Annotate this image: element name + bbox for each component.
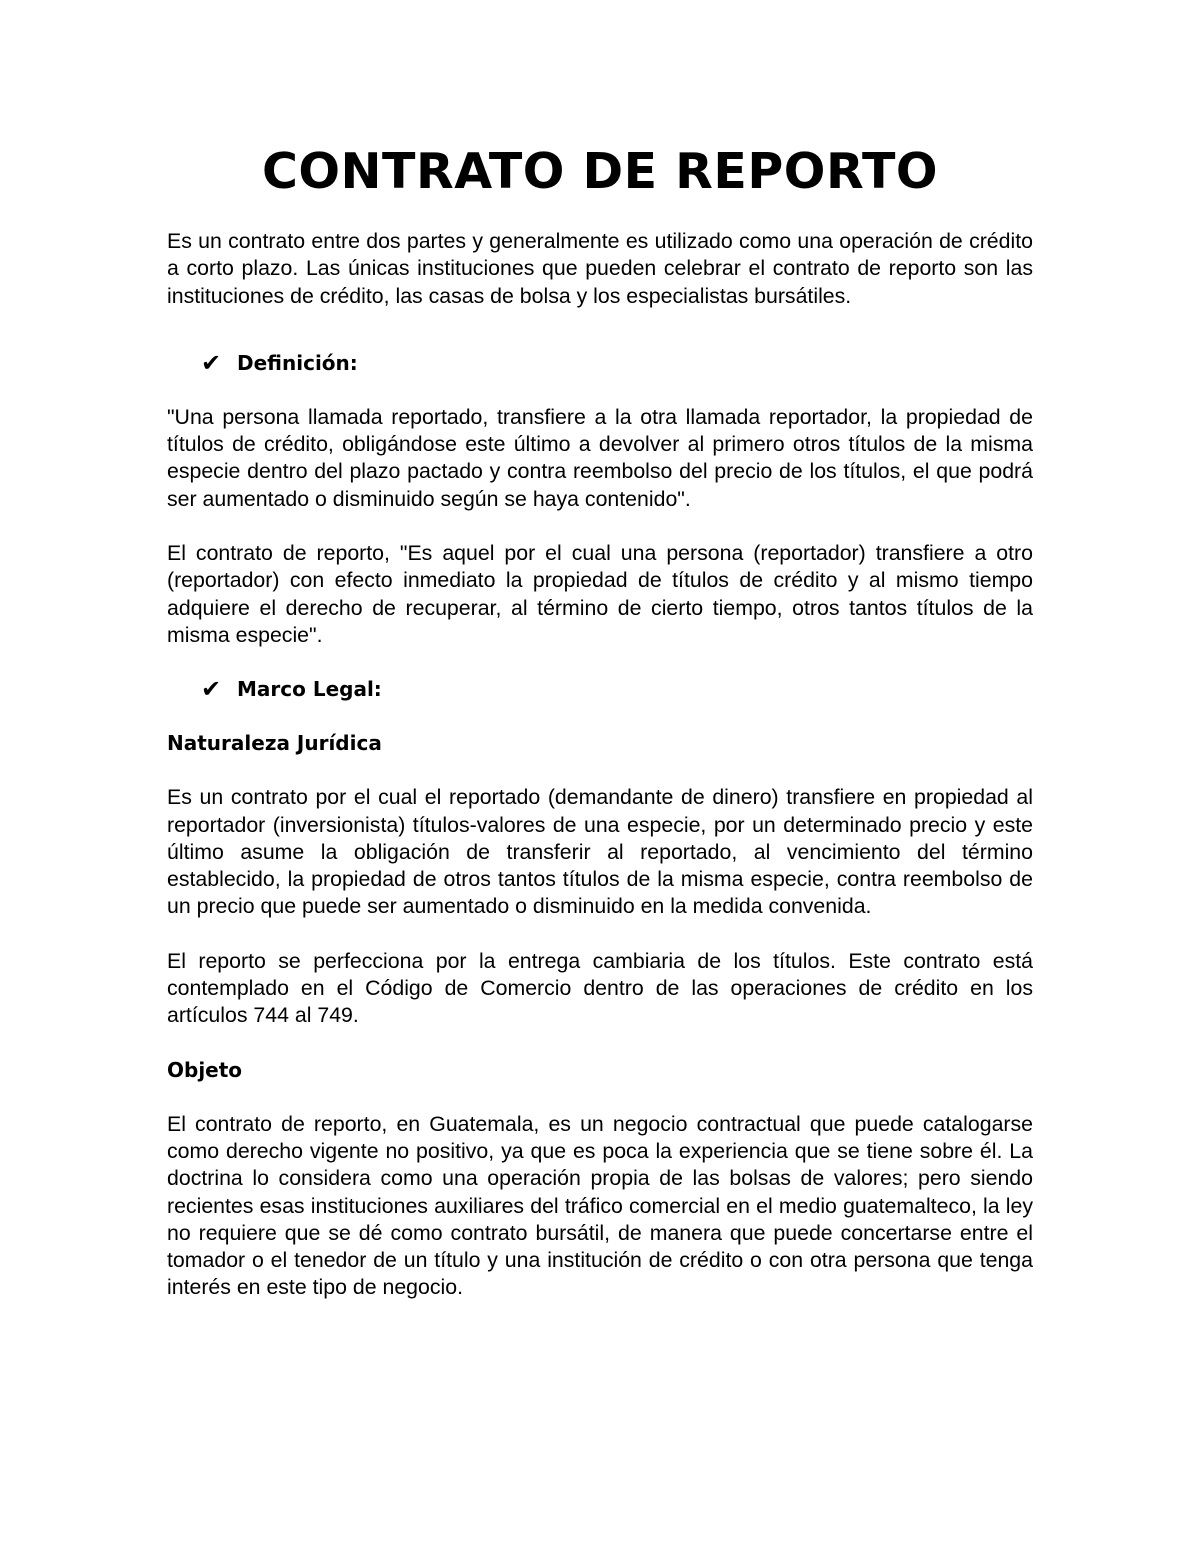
- marco-legal-heading-row: [167, 676, 1033, 703]
- definicion-heading-row: [167, 350, 1033, 377]
- definicion-heading: Definición:: [237, 350, 358, 375]
- naturaleza-paragraph: El reporto se perfecciona por la entrega cambiaria de los títulos. Este contrato está contemplado en el Código de Comercio dentro de las operaciones de crédito en los artículos 744 al 749.: [167, 948, 1033, 1028]
- objeto-heading: Objeto: [167, 1057, 243, 1082]
- document-body: [167, 132, 1033, 1302]
- intro-paragraph: Es un contrato entre dos partes y generalmente es utilizado como una operación de crédito a corto plazo. Las únicas instituciones que pueden celebrar el contrato de reporto son las instituciones de crédito, las casas de bolsa y los especialistas bursátiles.: [167, 229, 1033, 308]
- definicion-paragraph: El contrato de reporto, "Es aquel por el cual una persona (reportador) transfiere a otro (reportador) con efecto inmediato la propiedad de títulos de crédito y al mismo tiempo adquiere el derecho de recuperar, al término de cierto tiempo, otros tantos títulos de la misma especie".: [167, 541, 1033, 647]
- marco-legal-heading: Marco Legal:: [237, 677, 382, 702]
- checkmark-icon: ✔: [201, 348, 222, 377]
- checkmark-icon: ✔: [201, 675, 222, 704]
- naturaleza-heading: Naturaleza Jurídica: [167, 731, 382, 756]
- objeto-paragraph: El contrato de reporto, en Guatemala, es un negocio contractual que puede catalogarse como derecho vigente no positivo, ya que es poca la experiencia que se tiene sobre él. La doctrina lo considera como una operación propia de las bolsas de valores; pero siendo recientes esas instituciones auxiliares del tráfico comercial en el medio guatemalteco, la ley no requiere que se dé como contrato bursátil, de manera que puede concertarse entre el tomador o el tenedor de un título y una institución de crédito o con otra persona que tenga interés en este tipo de negocio.: [167, 1111, 1033, 1300]
- definicion-paragraph: "Una persona llamada reportado, transfiere a la otra llamada reportador, la propiedad de títulos de crédito, obligándose este último a devolver al primero otros títulos de la misma especie dentro del plazo pactado y contra reembolso del precio de los títulos, el que podrá ser aumentado o disminuido según se haya contenido".: [167, 404, 1033, 511]
- naturaleza-paragraph: Es un contrato por el cual el reportado (demandante de dinero) transfiere en propiedad al reportador (inversionista) títulos-valores de una especie, por un determinado precio y este último asume la obligación de transferir al reportado, al vencimiento del término establecido, la propiedad de otros tantos títulos de la misma especie, contra reembolso de un precio que puede ser aumentado o disminuido en la medida convenida.: [167, 785, 1033, 919]
- document-title: CONTRATO DE REPORTO: [261, 143, 939, 200]
